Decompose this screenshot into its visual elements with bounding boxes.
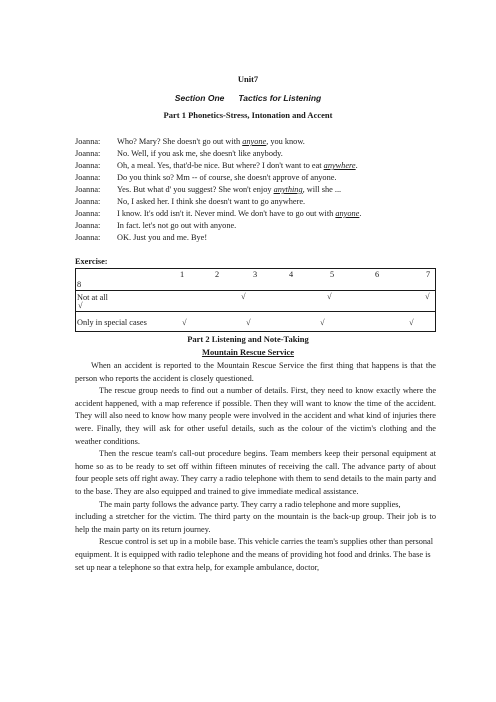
- col-number-3: 3: [253, 270, 258, 279]
- text-segment: No. Well, if you ask me, she doesn't like anybody.: [117, 149, 283, 158]
- check-mark: √: [320, 318, 325, 327]
- dialog-line: [75, 184, 435, 196]
- col-number-4: 4: [289, 270, 294, 279]
- text-segment: .: [355, 161, 358, 170]
- dialog-line: [75, 160, 435, 172]
- check-mark: √: [327, 292, 332, 301]
- unit-title: Unit7: [237, 74, 259, 84]
- check-mark: √: [182, 318, 187, 327]
- dialog-text: [117, 148, 283, 160]
- section-heading: [0, 93, 496, 103]
- text-segment: I know. It's odd isn't it. Never mind. We don't have to go out with: [117, 209, 336, 218]
- speaker-name: Joanna:: [75, 221, 101, 230]
- emphasized-word: anywhere: [323, 161, 356, 170]
- col-number-5: 5: [330, 270, 335, 279]
- speaker-name: Joanna:: [75, 173, 101, 182]
- emphasized-word: anything: [273, 185, 303, 194]
- dialog-text: [117, 172, 336, 184]
- table-divider: [76, 311, 435, 312]
- text-segment: , will she ...: [302, 185, 342, 194]
- emphasized-word: anyone: [335, 209, 360, 218]
- col-number-2: 2: [215, 270, 220, 279]
- table-divider: [76, 290, 435, 291]
- dialog-line: [75, 136, 435, 148]
- emphasized-word: anyone: [242, 137, 267, 146]
- paragraph: including a stretcher for the victim. The third party on the mountain is the back-up group. Their job is to help the main party on its return journey.: [75, 512, 436, 534]
- check-mark: √: [246, 318, 251, 327]
- col-number-8: 8: [77, 280, 82, 289]
- check-mark: √: [78, 301, 83, 310]
- part2-title: Part 2 Listening and Note-Taking: [187, 334, 309, 344]
- speaker-name: Joanna:: [75, 149, 101, 158]
- dialog-text: [117, 160, 358, 172]
- row-label-special-cases: Only in special cases: [77, 318, 147, 327]
- dialog-line: [75, 148, 435, 160]
- text-segment: Do you think so? Mm -- of course, she doesn't approve of anyone.: [117, 173, 337, 182]
- exercise-label: Exercise:: [75, 257, 108, 266]
- text-segment: Oh, a meal. Yes, that'd-be nice. But where? I don't want to eat: [117, 161, 324, 170]
- dialog-line: [75, 220, 435, 232]
- paragraph: The rescue group needs to find out a number of details. First, they need to know exactly where the accident happened, with a map reference if possible. Then they will want to know the time of the accident. They will also need to know how many people were involved in the accident and what kind of injuries there were. Finally, they will ask for other useful details, such as the colour of the victim's clothing and the weather conditions.: [75, 386, 436, 446]
- dialog-line: [75, 196, 435, 208]
- dialog-transcript: [75, 136, 435, 244]
- text-segment: In fact. let's not go out with anyone.: [117, 221, 237, 230]
- paragraph: When an accident is reported to the Mountain Rescue Service the first thing that happens is that the person who reports the accident is closely questioned.: [75, 361, 436, 383]
- check-mark: √: [425, 292, 430, 301]
- speaker-name: Joanna:: [75, 209, 101, 218]
- speaker-name: Joanna:: [75, 137, 101, 146]
- section-label: Section One: [174, 93, 225, 103]
- passage-body: [75, 360, 436, 574]
- text-segment: OK. Just you and me. Bye!: [117, 233, 208, 242]
- text-segment: Yes. But what d' you suggest? She won't enjoy: [117, 185, 274, 194]
- paragraph: The main party follows the advance party. They carry a radio telephone and more supplies,: [99, 499, 401, 509]
- col-number-6: 6: [375, 270, 380, 279]
- dialog-text: [117, 136, 305, 148]
- speaker-name: Joanna:: [75, 185, 101, 194]
- speaker-name: Joanna:: [75, 197, 101, 206]
- speaker-name: Joanna:: [75, 161, 101, 170]
- check-mark: √: [409, 318, 414, 327]
- text-segment: .: [359, 209, 362, 218]
- dialog-line: [75, 208, 435, 220]
- paragraph: Rescue control is set up in a mobile base. This vehicle carries the team's supplies other than personal equipment. It is equipped with radio telephone and the means of providing hot food and drinks. The base is set up near a telephone so that extra help, for example ambulance, doctor,: [75, 537, 434, 572]
- exercise-table: [75, 268, 436, 332]
- dialog-line: [75, 232, 435, 244]
- col-number-7: 7: [426, 270, 431, 279]
- text-segment: Who? Mary? She doesn't go out with: [117, 137, 243, 146]
- dialog-text: [117, 196, 305, 208]
- dialog-text: [117, 184, 341, 196]
- dialog-text: [117, 232, 207, 244]
- passage-title: Mountain Rescue Service: [201, 347, 295, 357]
- speaker-name: Joanna:: [75, 233, 101, 242]
- col-number-1: 1: [180, 270, 185, 279]
- dialog-text: [117, 220, 236, 232]
- check-mark: √: [241, 292, 246, 301]
- text-segment: No, I asked her. I think she doesn't want to go anywhere.: [117, 197, 306, 206]
- dialog-line: [75, 172, 435, 184]
- text-segment: , you know.: [266, 137, 305, 146]
- dialog-text: [117, 208, 361, 220]
- paragraph: Then the rescue team's call-out procedure begins. Team members keep their personal equipment at home so as to be ready to set off within fifteen minutes of receiving the call. The advance party of about four people sets off right away. They carry a radio telephone with them to send details to the main party and to the base. They are also equipped and trained to give immediate medical assistance.: [75, 449, 436, 496]
- row-label-not-at-all: Not at all: [77, 293, 108, 302]
- part1-title: Part 1 Phonetics-Stress, Intonation and Accent: [163, 110, 333, 120]
- section-title: Tactics for Listening: [238, 93, 322, 103]
